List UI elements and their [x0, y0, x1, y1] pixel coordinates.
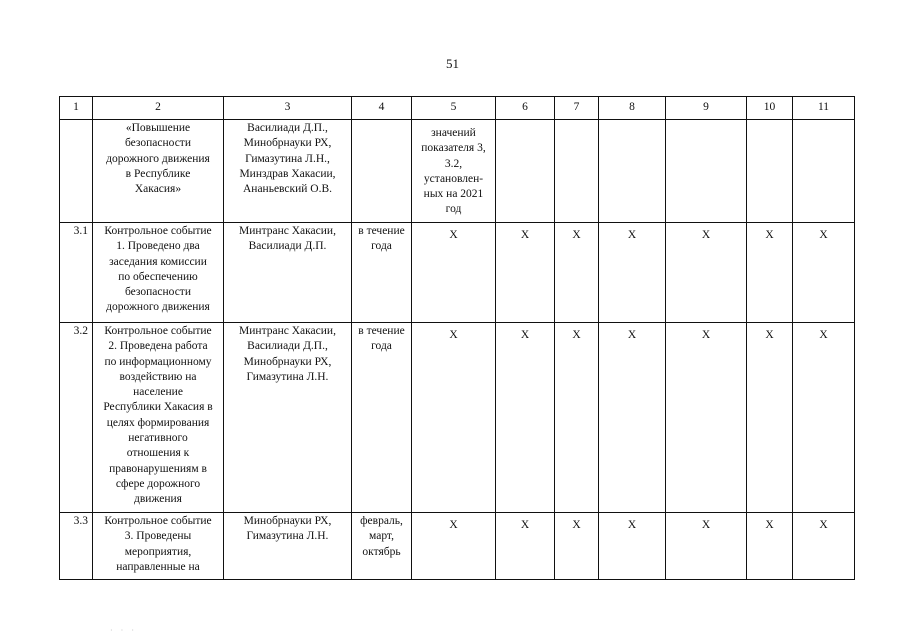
header-cell: 8 — [599, 97, 666, 120]
value-cell: X — [666, 323, 747, 513]
value-cell: X — [747, 223, 793, 323]
header-cell: 4 — [352, 97, 412, 120]
header-cell: 10 — [747, 97, 793, 120]
scan-artifact: · · · — [110, 626, 137, 635]
plan-table — [59, 96, 855, 580]
header-cell: 9 — [666, 97, 747, 120]
header-row — [60, 97, 855, 120]
row-number — [60, 120, 93, 223]
value-cell: X — [666, 223, 747, 323]
row-number: 3.3 — [60, 513, 93, 580]
event-cell: Контрольное событие 1. Проведено два заседания комиссии по обеспечению безопасности дорожного движения — [93, 223, 224, 323]
value-cell — [747, 120, 793, 223]
value-cell: X — [555, 513, 599, 580]
value-cell: X — [496, 513, 555, 580]
header-cell: 3 — [224, 97, 352, 120]
value-cell — [599, 120, 666, 223]
table-row — [60, 513, 855, 580]
term-cell — [352, 120, 412, 223]
value-cell: X — [412, 513, 496, 580]
value-cell: X — [747, 323, 793, 513]
value-cell: X — [666, 513, 747, 580]
term-cell: в течение года — [352, 323, 412, 513]
header-cell: 7 — [555, 97, 599, 120]
value-cell: X — [412, 223, 496, 323]
event-cell: «Повышение безопасности дорожного движения в Республике Хакасия» — [93, 120, 224, 223]
value-cell: X — [747, 513, 793, 580]
responsible-cell: Василиади Д.П., Минобрнауки РХ, Гимазутина Л.Н., Минздрав Хакасии, Ананьевский О.В. — [224, 120, 352, 223]
responsible-cell: Минтранс Хакасии, Василиади Д.П., Минобрнауки РХ, Гимазутина Л.Н. — [224, 323, 352, 513]
value-cell: X — [599, 223, 666, 323]
row-number: 3.1 — [60, 223, 93, 323]
value-cell — [793, 120, 855, 223]
header-cell: 11 — [793, 97, 855, 120]
value-cell: X — [793, 323, 855, 513]
value-cell: X — [793, 513, 855, 580]
value-cell: X — [496, 323, 555, 513]
responsible-cell: Минтранс Хакасии, Василиади Д.П. — [224, 223, 352, 323]
event-cell: Контрольное событие 2. Проведена работа по информационному воздействию на население Республики Хакасия в целях формирования негативного отношения к правонарушениям в сфере дорожного движения — [93, 323, 224, 513]
value-cell: значений показателя 3, 3.2, установлен- ных на 2021 год — [412, 120, 496, 223]
value-cell: X — [555, 323, 599, 513]
page-number: 51 — [446, 56, 459, 71]
value-cell — [666, 120, 747, 223]
value-cell: X — [599, 323, 666, 513]
row-number: 3.2 — [60, 323, 93, 513]
term-cell: в течение года — [352, 223, 412, 323]
header-cell: 5 — [412, 97, 496, 120]
value-cell: X — [412, 323, 496, 513]
term-cell: февраль, март, октябрь — [352, 513, 412, 580]
value-cell: X — [555, 223, 599, 323]
value-cell — [496, 120, 555, 223]
header-cell: 2 — [93, 97, 224, 120]
table-row — [60, 323, 855, 513]
table-row — [60, 120, 855, 223]
value-cell: X — [599, 513, 666, 580]
value-cell — [555, 120, 599, 223]
value-cell: X — [793, 223, 855, 323]
value-cell: X — [496, 223, 555, 323]
header-cell: 6 — [496, 97, 555, 120]
table-row — [60, 223, 855, 323]
header-cell: 1 — [60, 97, 93, 120]
event-cell: Контрольное событие 3. Проведены мероприятия, направленные на — [93, 513, 224, 580]
responsible-cell: Минобрнауки РХ, Гимазутина Л.Н. — [224, 513, 352, 580]
